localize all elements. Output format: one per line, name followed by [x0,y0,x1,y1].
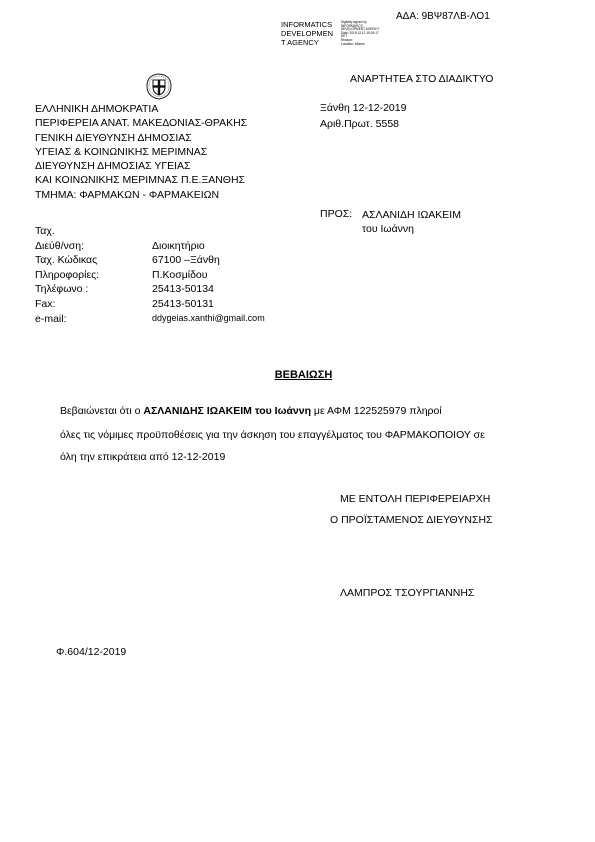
digital-signature-stamp [281,20,333,47]
stamp-details [341,21,379,46]
contact-label: Τηλέφωνο : [35,283,89,296]
contact-label: Fax: [35,297,56,310]
stamp-detail-line: Digitally signed by [341,20,367,24]
stamp-line: T AGENCY [281,38,319,47]
recipient-name [362,208,461,236]
org-line: ΥΓΕΙΑΣ & ΚΟΙΝΩΝΙΚΗΣ ΜΕΡΙΜΝΑΣ [35,145,208,158]
greek-coat-of-arms-icon [144,71,174,101]
contact-row [35,240,265,255]
beneficiary-name: ΑΣΛΑΝΙΔΗΣ ΙΩΑΚΕΙΜ του Ιωάννη [143,405,311,417]
contact-value: 25413-50131 [152,297,214,310]
contact-row [35,269,265,284]
document-title [0,369,595,382]
place-date: Ξάνθη 12-12-2019 [320,102,407,114]
org-line: ΔΙΕΥΘΥΝΣΗ ΔΗΜΟΣΙΑΣ ΥΓΕΙΑΣ [35,160,191,173]
contact-label: Ταχ. Κώδικας [35,254,98,267]
body-text: Βεβαιώνεται ότι ο [60,405,144,417]
contact-label: Ταχ. [35,225,55,237]
org-line: ΚΑΙ ΚΟΙΝΩΝΙΚΗΣ ΜΕΡΙΜΝΑΣ Π.Ε.ΞΑΝΘΗΣ [35,174,246,187]
stamp-detail-line: INFORMATICS [341,23,363,28]
contact-label: Διεύθ/νση: [35,239,85,252]
contact-details [35,225,265,327]
recipient-name-line: ΑΣΛΑΝΙΔΗ ΙΩΑΚΕΙΜ [362,209,461,221]
document-title-text: ΒΕΒΑΙΩΣΗ [274,369,333,381]
recipient-name-line: του Ιωάννη [362,223,415,235]
stamp-detail-line: DEVELOPMENT AGENCY [341,27,380,32]
contact-value: 67100 –Ξάνθη [152,254,220,267]
body-line-2: όλες τις νόμιμες προϋποθέσεις για την άσκηση του επαγγέλματος του ΦΑΡΜΑΚΟΠΟΙΟΥ σε [60,429,485,441]
signer-name: ΛΑΜΠΡΟΣ ΤΣΟΥΡΓΙΑΝΝΗΣ [340,587,475,599]
stamp-detail-line: Reason: [341,37,353,42]
email-link[interactable]: ddygeias.xanthi@gmail.com [152,312,265,323]
stamp-line: INFORMATICS [281,20,333,29]
stamp-detail-line: Location: Athens [341,41,365,46]
protocol-number: Αριθ.Πρωτ. 5558 [320,118,400,130]
org-line: ΓΕΝΙΚΗ ΔΙΕΥΘΥΝΣΗ ΔΗΜΟΣΙΑΣ [35,131,192,144]
ada-code: ΑΔΑ: 9ΒΨ87ΛΒ-ΛΟ1 [396,11,490,22]
contact-value: 25413-50134 [152,283,214,296]
contact-label: Πληροφορίες: [35,268,100,281]
order-line: ΜΕ ΕΝΤΟΛΗ ΠΕΡΙΦΕΡΕΙΑΡΧΗ [340,493,491,505]
body-text: με ΑΦΜ 122525979 πληροί [311,405,442,417]
head-role: Ο ΠΡΟΪΣΤΑΜΕΝΟΣ ΔΙΕΥΘΥΝΣΗΣ [330,514,493,526]
stamp-line: DEVELOPMEN [281,29,334,38]
body-line-3: όλη την επικράτεια από 12-12-2019 [60,451,226,463]
contact-label: e-mail: [35,312,67,325]
file-reference: Φ.604/12-2019 [56,646,127,658]
contact-row [35,283,265,298]
organization-block [35,102,247,202]
contact-row [35,225,265,240]
posting-note: ΑΝΑΡΤΗΤΕΑ ΣΤΟ ΔΙΑΔΙΚΤΥΟ [350,73,494,85]
org-line: ΠΕΡΙΦΕΡΕΙΑ ΑΝΑΤ. ΜΑΚΕΔΟΝΙΑΣ-ΘΡΑΚΗΣ [35,117,248,130]
stamp-detail-line: Date: 2019.12.12 15:29:17 [341,30,379,35]
contact-row [35,313,265,328]
contact-row [35,254,265,269]
org-line: ΕΛΛΗΝΙΚΗ ΔΗΜΟΚΡΑΤΙΑ [35,103,159,115]
contact-row [35,298,265,313]
contact-value [152,225,265,240]
recipient-label: ΠΡΟΣ: [320,208,353,220]
org-line: ΤΜΗΜΑ: ΦΑΡΜΑΚΩΝ - ΦΑΡΜΑΚΕΙΩΝ [35,188,220,201]
body-line-1 [60,405,442,418]
stamp-detail-line: EET [341,34,348,39]
contact-value: Διοικητήριο [152,239,205,252]
contact-value: Π.Κοσμίδου [152,268,208,281]
